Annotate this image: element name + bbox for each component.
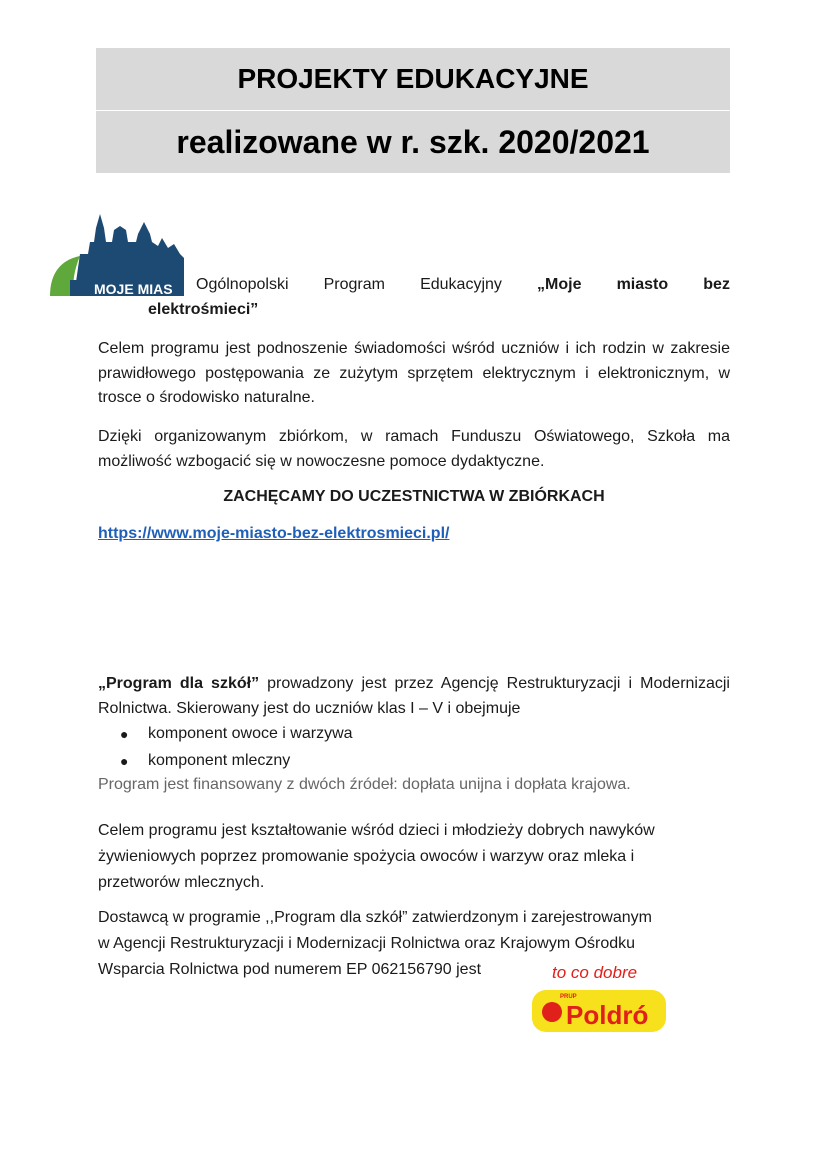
text-line: Wsparcia Rolnictwa pod numerem EP 062156790 jest xyxy=(98,961,482,978)
call-to-action: ZACHĘCAMY DO UCZESTNICTWA W ZBIÓRKACH xyxy=(223,488,605,505)
logo-brand: Poldró xyxy=(566,1000,649,1030)
moje-miasto-logo xyxy=(50,214,184,296)
text-line: Dostawcą w programie ,,Program dla szkół” zatwierdzonym i zarejestrowanym xyxy=(98,909,652,926)
program1-goal: Celem programu jest podnoszenie świadomości wśród uczniów i ich rodzin w zakresie prawidłowego postępowania ze zużytym sprzętem elektrycznym i elektronicznym, w trosce o środowisko naturalne. xyxy=(98,340,730,406)
program-name-line2: elektrośmieci” xyxy=(148,301,259,318)
title-box xyxy=(96,48,730,173)
page-subtitle: realizowane w r. szk. 2020/2021 xyxy=(176,123,650,160)
program1-collections: Dzięki organizowanym zbiórkom, w ramach Funduszu Oświatowego, Szkoła ma możliwość wzbogacić się w nowoczesne pomoce dydaktyczne. xyxy=(98,428,730,470)
bullet-icon: ● xyxy=(120,753,129,769)
logo-slogan: to co dobre xyxy=(552,963,638,982)
program-name-word: „Moje xyxy=(537,276,582,293)
financing-note: Program jest finansowany z dwóch źródeł: dopłata unijna i dopłata krajowa. xyxy=(98,776,631,793)
program1-link[interactable]: https://www.moje-miasto-bez-elektrosmieci.pl/ xyxy=(98,525,450,542)
list-item-text: komponent mleczny xyxy=(148,752,291,769)
text-line: żywieniowych poprzez promowanie spożycia owoców i warzyw oraz mleka i xyxy=(98,848,635,865)
program-name-word: miasto xyxy=(616,276,669,293)
list-item xyxy=(120,722,353,749)
program2-name: „Program dla szkół” xyxy=(98,675,260,692)
poldrob-logo xyxy=(530,960,666,1034)
program2-intro-text: prowadzony jest przez Agencję Restrukturyzacji i Modernizacji Rolnictwa. Skierowany jest do uczniów klas I – V i obejmuje xyxy=(98,675,730,717)
list-item-text: komponent owoce i warzywa xyxy=(148,725,353,742)
heading-word: Ogólnopolski xyxy=(196,276,289,293)
logo-prefix: PRUP xyxy=(560,994,577,1000)
heading-word: Program xyxy=(323,276,385,293)
text-line: w Agencji Restrukturyzacji i Modernizacji Rolnictwa oraz Krajowym Ośrodku xyxy=(98,935,636,952)
page-title: PROJEKTY EDUKACYJNE xyxy=(96,48,730,111)
heading-word: Edukacyjny xyxy=(420,276,502,293)
city-skyline-icon xyxy=(50,214,184,296)
bullet-icon: ● xyxy=(120,726,129,742)
program2-intro xyxy=(98,672,730,721)
component-list xyxy=(120,722,353,776)
supplier-logo-icon xyxy=(530,960,666,1034)
program1-heading xyxy=(196,276,730,294)
program-name-word: bez xyxy=(703,276,730,293)
text-line: Celem programu jest kształtowanie wśród dzieci i młodzieży dobrych nawyków xyxy=(98,822,655,839)
list-item xyxy=(120,749,353,776)
program2-goal xyxy=(98,818,655,896)
text-line: przetworów mlecznych. xyxy=(98,874,265,891)
logo-text: MOJE MIAS xyxy=(94,281,173,296)
